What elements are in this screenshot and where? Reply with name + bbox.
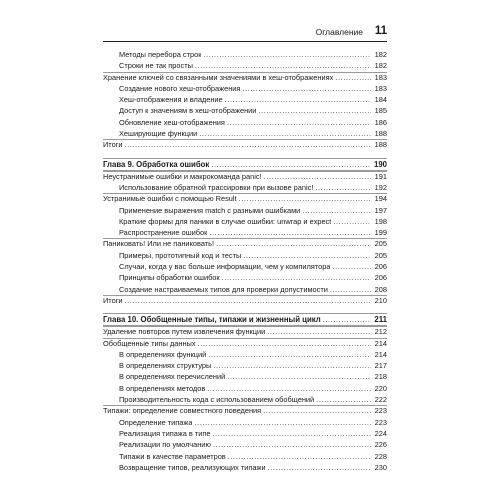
toc-section: [103, 338, 387, 349]
dot-leader: [125, 139, 371, 150]
dot-leader: [199, 128, 371, 139]
toc-entry-title: Применение выражения match с разными ошибками: [119, 205, 301, 215]
toc-entry-title: Распространение ошибок: [119, 228, 208, 238]
toc-section: [103, 295, 387, 306]
dot-leader: [228, 451, 371, 462]
toc-subsection: [103, 182, 387, 193]
dot-leader: [222, 272, 371, 283]
dot-leader: [323, 313, 371, 324]
toc-page-number: 199: [374, 228, 387, 238]
toc-page-number: 218: [374, 372, 387, 382]
toc-page-number: 197: [374, 205, 387, 215]
toc-page-number: 185: [374, 106, 387, 116]
toc-page-number: 220: [374, 383, 387, 393]
toc-page-number: 223: [374, 417, 387, 427]
toc-entry-title: Паниковать! Или не паниковать!: [103, 239, 215, 249]
dot-leader: [242, 83, 371, 94]
toc-entry-title: Методы перебора строк: [119, 50, 202, 59]
toc-page-number: 214: [374, 338, 387, 348]
toc-entry-title: Типажи: определение совместного поведения: [103, 406, 262, 416]
section-gap: [103, 306, 387, 313]
toc-subsection: [103, 439, 387, 450]
toc-subsection: [103, 462, 387, 473]
toc-page-number: 222: [374, 395, 387, 405]
toc-chapter: [103, 313, 387, 326]
toc-page-number: 210: [374, 295, 387, 305]
toc-entry-title: Обобщенные типы данных: [103, 338, 196, 348]
toc-page-number: 224: [374, 428, 387, 438]
toc-entry-title: Хранение ключей со связанными значениями в хеш-отображениях: [103, 72, 334, 82]
dot-leader: [264, 171, 371, 182]
dot-leader: [316, 394, 371, 405]
toc-entry-title: Принципы обработки ошибок: [119, 273, 220, 283]
toc-subsection: [103, 383, 387, 394]
toc-subsection: [103, 451, 387, 462]
toc-section: [103, 326, 387, 337]
toc-entry-title: Неустранимые ошибки и макрокоманда panic!: [103, 171, 262, 181]
toc-page-number: 208: [374, 284, 387, 294]
toc-entry-title: Реализации по умолчанию: [119, 440, 211, 450]
toc-entry-title: Использование обратной трассировки при вызове panic!: [119, 182, 314, 192]
toc-section: [103, 405, 387, 416]
toc-page-number: 198: [374, 216, 387, 226]
toc-entry-title: В определениях структуры: [119, 361, 212, 371]
toc-page-number: 205: [374, 239, 387, 249]
toc-entry-title: Производительность кода с использованием обобщений: [119, 395, 315, 405]
toc-page-number: 184: [374, 95, 387, 105]
header-title: Оглавление: [315, 27, 363, 37]
toc-entry-title: Доступ к значениям в хеш-отображении: [119, 106, 257, 116]
toc-entry-title: Создание настраиваемых типов для проверки допустимости: [119, 284, 328, 294]
toc-subsection: [103, 117, 387, 128]
table-of-contents: [103, 49, 387, 473]
toc-page-number: 230: [374, 462, 387, 472]
toc-entry-title: Глава 9. Обработка ошибок: [103, 159, 210, 169]
dot-leader: [302, 205, 371, 216]
toc-subsection: [103, 205, 387, 216]
toc-page-number: 228: [374, 451, 387, 461]
toc-section: [103, 72, 387, 83]
dot-leader: [268, 462, 371, 473]
page-number: 11: [374, 25, 387, 37]
toc-entry-title: Реализация типажа в типе: [119, 428, 211, 438]
toc-subsection: [103, 417, 387, 428]
dot-leader: [216, 238, 371, 249]
dot-leader: [198, 338, 371, 349]
toc-subsection: [103, 216, 387, 227]
dot-leader: [194, 417, 371, 428]
toc-entry-title: Хеширующие функции: [119, 129, 198, 139]
toc-page-number: 206: [374, 262, 387, 272]
dot-leader: [227, 371, 371, 382]
toc-entry-title: В определениях перечислений: [119, 372, 226, 382]
toc-subsection: [103, 227, 387, 238]
toc-page-number: 214: [374, 349, 387, 359]
toc-entry-title: Создание нового хеш-отображения: [119, 83, 241, 93]
toc-entry-title: Устранимые ошибки с помощью Result: [103, 194, 237, 204]
dot-leader: [213, 439, 371, 450]
toc-entry-title: Хеш-отображения и владение: [119, 95, 223, 105]
toc-entry-title: Возвращение типов, реализующих типажи: [119, 462, 266, 472]
toc-entry-title: В определениях функций: [119, 349, 207, 359]
toc-page-number: 212: [374, 327, 387, 337]
toc-entry-title: Случаи, когда у вас больше информации, чем у компилятора: [119, 262, 331, 272]
toc-subsection: [103, 261, 387, 272]
dot-leader: [227, 117, 371, 128]
dot-leader: [333, 216, 371, 227]
toc-subsection: [103, 394, 387, 405]
toc-page-number: 206: [374, 273, 387, 283]
toc-page-number: 182: [374, 61, 387, 71]
header-rule: [103, 41, 387, 42]
toc-section: [103, 238, 387, 249]
dot-leader: [225, 94, 371, 105]
dot-leader: [335, 72, 371, 83]
toc-entry-title: Итоги: [103, 140, 123, 150]
dot-leader: [195, 60, 371, 71]
toc-subsection: [103, 349, 387, 360]
toc-subsection: [103, 272, 387, 283]
toc-entry-title: Краткие формы для паники в случае ошибки: unwrap и expect: [119, 216, 332, 226]
dot-leader: [125, 295, 371, 306]
toc-page-number: 211: [374, 315, 387, 325]
toc-entry-title: Удаление повторов путем извлечения функции: [103, 327, 266, 337]
toc-subsection: [103, 94, 387, 105]
toc-page-number: 205: [374, 250, 387, 260]
dot-leader: [239, 193, 371, 204]
toc-subsection: [103, 428, 387, 439]
toc-section: [103, 171, 387, 182]
dot-leader: [208, 349, 371, 360]
dot-leader: [315, 182, 371, 193]
section-gap: [103, 151, 387, 158]
toc-page-number: 188: [374, 129, 387, 139]
toc-section: [103, 193, 387, 204]
dot-leader: [213, 360, 371, 371]
toc-entry-title: Типажи в качестве параметров: [119, 451, 226, 461]
toc-entry-title: Обновление хеш-отображения: [119, 117, 225, 127]
toc-subsection: [103, 250, 387, 261]
running-header: [103, 26, 387, 40]
toc-page-number: 188: [374, 140, 387, 150]
dot-leader: [203, 49, 371, 60]
toc-entry-title: Определение типажа: [119, 417, 193, 427]
dot-leader: [332, 261, 371, 272]
dot-leader: [330, 284, 371, 295]
toc-subsection: [103, 360, 387, 371]
dot-leader: [243, 250, 371, 261]
toc-page-number: 223: [374, 406, 387, 416]
toc-page-number: 217: [374, 361, 387, 371]
dot-leader: [263, 405, 371, 416]
toc-page-number: 186: [374, 117, 387, 127]
toc-entry-title: Примеры, прототипный код и тесты: [119, 250, 242, 260]
toc-page-number: 192: [374, 182, 387, 192]
toc-page-number: 182: [374, 50, 387, 59]
toc-subsection: [103, 105, 387, 116]
toc-subsection: [103, 60, 387, 71]
toc-subsection: [103, 49, 387, 60]
toc-subsection: [103, 284, 387, 295]
toc-entry-title: Глава 10. Обобщенные типы, типажи и жизненный цикл: [103, 315, 321, 325]
dot-leader: [267, 326, 371, 337]
toc-page-number: 190: [373, 159, 387, 169]
toc-section: [103, 139, 387, 150]
toc-entry-title: В определениях методов: [119, 383, 206, 393]
toc-subsection: [103, 128, 387, 139]
toc-chapter: [103, 158, 387, 171]
toc-page-number: 226: [374, 440, 387, 450]
toc-subsection: [103, 371, 387, 382]
toc-entry-title: Строки не так просты: [119, 61, 193, 71]
dot-leader: [258, 105, 371, 116]
toc-entry-title: Итоги: [103, 295, 123, 305]
toc-page-number: 191: [374, 171, 387, 181]
toc-page-number: 194: [374, 194, 387, 204]
dot-leader: [211, 158, 371, 169]
toc-subsection: [103, 83, 387, 94]
toc-page-number: 183: [374, 72, 387, 82]
dot-leader: [209, 227, 371, 238]
toc-page-number: 183: [374, 83, 387, 93]
dot-leader: [213, 428, 371, 439]
dot-leader: [207, 383, 371, 394]
